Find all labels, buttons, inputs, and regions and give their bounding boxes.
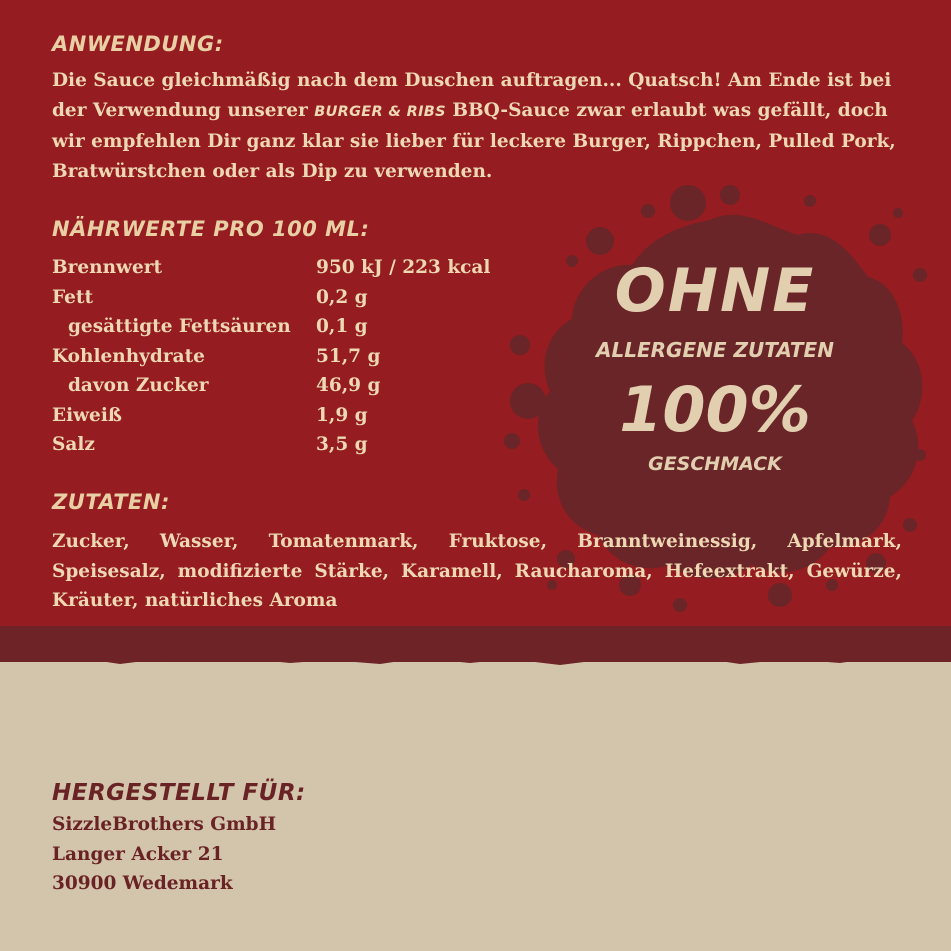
hersteller-address — [52, 810, 276, 899]
nutrition-value: 3,5 g — [316, 434, 368, 455]
nutrition-label: davon Zucker — [68, 375, 209, 396]
brand-name: BURGER & RIBS — [314, 103, 446, 120]
brush-stroke-edge — [0, 650, 951, 672]
badge-geschmack: GESCHMACK — [648, 453, 782, 475]
zutaten-heading: ZUTATEN: — [52, 490, 170, 514]
anwendung-text — [52, 66, 902, 186]
anwendung-text-part2: BBQ-Sauce zwar erlaubt was gefällt, doch wir empfehlen Dir ganz klar sie lieber für leckere Burger, Rippchen, Pulled Pork, Bratwürstchen oder als Dip zu verwenden. — [52, 99, 896, 182]
nutrition-label: Salz — [52, 434, 95, 455]
badge-100-percent: 100% — [619, 373, 811, 446]
nutrition-row — [52, 371, 522, 401]
company-name: SizzleBrothers GmbH — [52, 814, 277, 835]
nutrition-row — [52, 430, 522, 460]
nutrition-label: Kohlenhydrate — [52, 345, 205, 367]
nutrition-value: 0,2 g — [316, 286, 368, 308]
hersteller-heading: HERGESTELLT FÜR: — [52, 780, 306, 806]
nutrition-value: 950 kJ / 223 kcal — [316, 257, 491, 278]
nutrition-row — [52, 401, 522, 431]
anwendung-text-part1: Die Sauce gleichmäßig nach dem Duschen auftragen... Quatsch! Am Ende ist bei der Verwendung unserer — [52, 70, 892, 121]
badge-allergene-zutaten: ALLERGENE ZUTATEN — [596, 338, 834, 362]
nutrition-label: Fett — [52, 286, 93, 308]
nutrition-row — [52, 342, 522, 372]
nutrition-value: 46,9 g — [316, 375, 381, 396]
nutrition-label: Brennwert — [52, 257, 163, 278]
naehrwerte-heading: NÄHRWERTE PRO 100 ML: — [52, 217, 370, 241]
nutrition-value: 0,1 g — [316, 316, 368, 337]
street-address: Langer Acker 21 — [52, 843, 224, 865]
anwendung-heading: ANWENDUNG: — [52, 32, 224, 56]
nutrition-row — [52, 253, 522, 283]
nutrition-label: Eiweiß — [52, 404, 122, 426]
nutrition-value: 1,9 g — [316, 404, 368, 426]
zutaten-text: Zucker, Wasser, Tomatenmark, Fruktose, Branntweinessig, Apfelmark, Speisesalz, modifizierte Stärke, Karamell, Raucharoma, Hefeextrakt, Gewürze, Kräuter, natürliches Aroma — [52, 531, 902, 611]
nutrition-table — [52, 253, 522, 460]
nutrition-value: 51,7 g — [316, 345, 381, 367]
nutrition-label: gesättigte Fettsäuren — [68, 316, 291, 337]
nutrition-row — [52, 312, 522, 342]
badge-ohne: OHNE — [614, 256, 816, 326]
nutrition-row — [52, 283, 522, 313]
city-address: 30900 Wedemark — [52, 873, 233, 894]
